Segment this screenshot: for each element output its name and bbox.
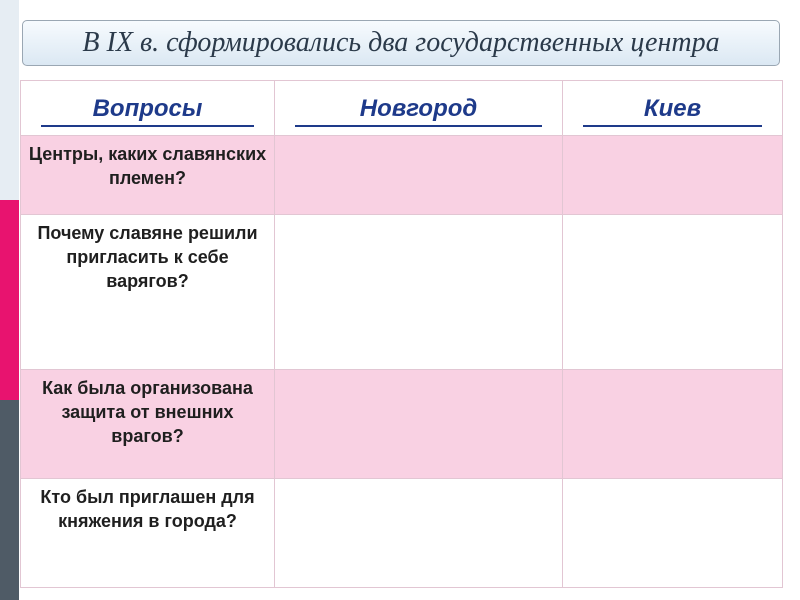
side-strip-light xyxy=(0,0,19,200)
side-strip-gray xyxy=(0,400,19,600)
header-underline xyxy=(583,125,762,127)
question-cell xyxy=(21,370,275,479)
question-cell xyxy=(21,136,275,215)
novgorod-cell xyxy=(275,215,563,370)
table-row xyxy=(21,370,783,479)
table-row xyxy=(21,215,783,370)
comparison-table xyxy=(20,80,783,588)
table-header-row xyxy=(21,81,783,136)
header-underline xyxy=(41,125,254,127)
question-cell xyxy=(21,215,275,370)
header-questions: Вопросы xyxy=(21,81,275,136)
kiev-cell xyxy=(563,215,783,370)
kiev-cell xyxy=(563,370,783,479)
table-row xyxy=(21,479,783,588)
kiev-cell xyxy=(563,479,783,588)
question-cell xyxy=(21,479,275,588)
header-kiev: Киев xyxy=(563,81,783,136)
table-row xyxy=(21,136,783,215)
novgorod-cell xyxy=(275,136,563,215)
question-text: Как была организована защита от внешних врагов? xyxy=(42,378,253,446)
side-strip-pink xyxy=(0,200,19,400)
novgorod-cell xyxy=(275,370,563,479)
page-title: В IX в. сформировались два государственных центра xyxy=(82,27,720,58)
header-underline xyxy=(295,125,542,127)
question-text: Центры, каких славянских племен? xyxy=(28,144,267,188)
header-novgorod: Новгород xyxy=(275,81,563,136)
novgorod-cell xyxy=(275,479,563,588)
title-banner xyxy=(22,20,780,66)
question-text: Кто был приглашен для княжения в города? xyxy=(40,487,255,531)
question-text: Почему славяне решили пригласить к себе варягов? xyxy=(37,223,258,291)
kiev-cell xyxy=(563,136,783,215)
